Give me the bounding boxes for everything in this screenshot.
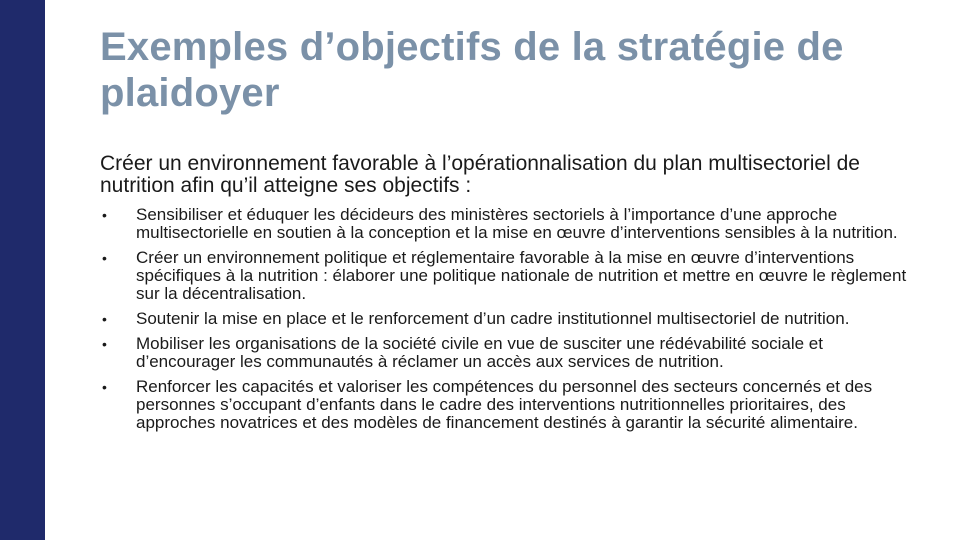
slide-title: Exemples d’objectifs de la stratégie de plaidoyer [100,25,844,115]
bullet-icon: • [102,207,107,223]
left-accent-bar [0,0,45,540]
bullet-item [100,335,920,371]
bullet-text: Soutenir la mise en place et le renforcement d’un cadre institutionnel multisectoriel de nutrition. [136,309,850,328]
bullet-icon: • [102,336,107,352]
bullet-text: Créer un environnement politique et réglementaire favorable à la mise en œuvre d’interventions spécifiques à la nutrition : élaborer une politique nationale de nutrition et mettre en œuvre le règlement sur la décentralisation. [136,248,907,303]
slide-subtitle: Créer un environnement favorable à l’opérationnalisation du plan multisectoriel de nutrition afin qu’il atteigne ses objectifs : [100,152,860,197]
bullet-icon: • [102,250,107,266]
bullet-icon: • [102,311,107,327]
bullet-item [100,310,920,328]
bullet-list [100,206,920,439]
bullet-item [100,249,920,303]
bullet-text: Sensibiliser et éduquer les décideurs des ministères sectoriels à l’importance d’une approche multisectorielle en soutien à la conception et la mise en œuvre d’interventions sensibles à la nutrition. [136,205,898,242]
bullet-item [100,378,920,432]
bullet-item [100,206,920,242]
bullet-text: Renforcer les capacités et valoriser les compétences du personnel des secteurs concernés et des personnes s’occupant d’enfants dans le cadre des interventions nutritionnelles prioritaires, des approches novatrices et des modèles de financement destinés à garantir la sécurité alimentaire. [136,377,873,432]
bullet-icon: • [102,379,107,395]
bullet-text: Mobiliser les organisations de la société civile en vue de susciter une rédévabilité sociale et d’encourager les communautés à réclamer un accès aux services de nutrition. [136,334,823,371]
